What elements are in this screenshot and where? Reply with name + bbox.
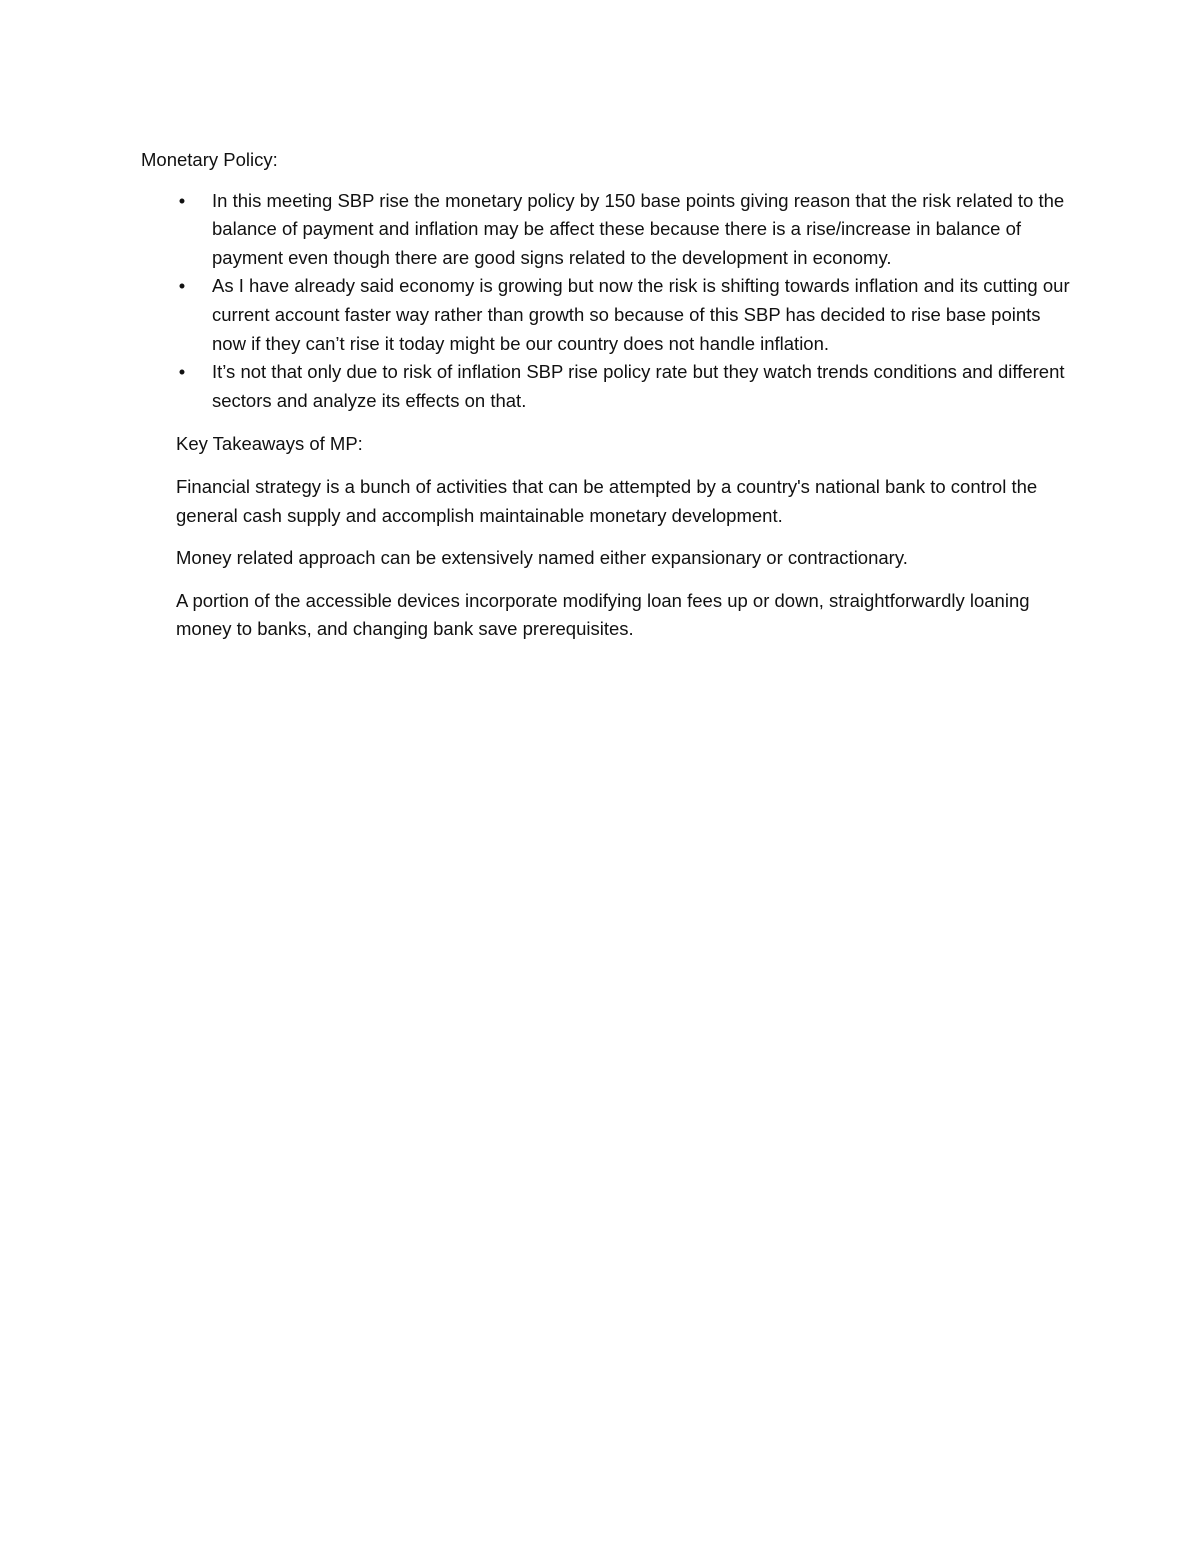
bullet-icon: • (178, 189, 186, 211)
paragraph: A portion of the accessible devices incorporate modifying loan fees up or down, straightforwardly loaning money to banks, and changing bank save prerequisites. (176, 589, 1030, 640)
bullet-icon: • (178, 361, 186, 383)
bullet-icon: • (178, 275, 186, 297)
bullet-text: It’s not that only due to risk of inflation SBP rise policy rate but they watch trends conditions and different sectors and analyze its effects on that. (212, 361, 1065, 411)
bullet-text: As I have already said economy is growing but now the risk is shifting towards inflation and its cutting our current account faster way rather than growth so because of this SBP has decided to rise base points now if they can’t rise it today might be our country does not handle inflation. (212, 275, 1070, 354)
bullet-text: In this meeting SBP rise the monetary policy by 150 base points giving reason that the risk related to the balance of payment and inflation may be affect these because there is a rise/increase in balance of payment even though there are good signs related to the development in economy. (212, 189, 1065, 268)
bullet-item (141, 187, 1071, 273)
subsection-heading: Key Takeaways of MP: (176, 433, 363, 455)
document-body (141, 146, 1071, 658)
bullet-item (141, 272, 1071, 358)
bullet-list (141, 187, 1071, 416)
bullet-item (141, 358, 1071, 415)
paragraph: Financial strategy is a bunch of activities that can be attempted by a country's national bank to control the general cash supply and accomplish maintainable monetary development. (176, 475, 1038, 526)
section-heading: Monetary Policy: (141, 149, 278, 170)
paragraph: Money related approach can be extensively named either expansionary or contractionary. (176, 547, 908, 569)
